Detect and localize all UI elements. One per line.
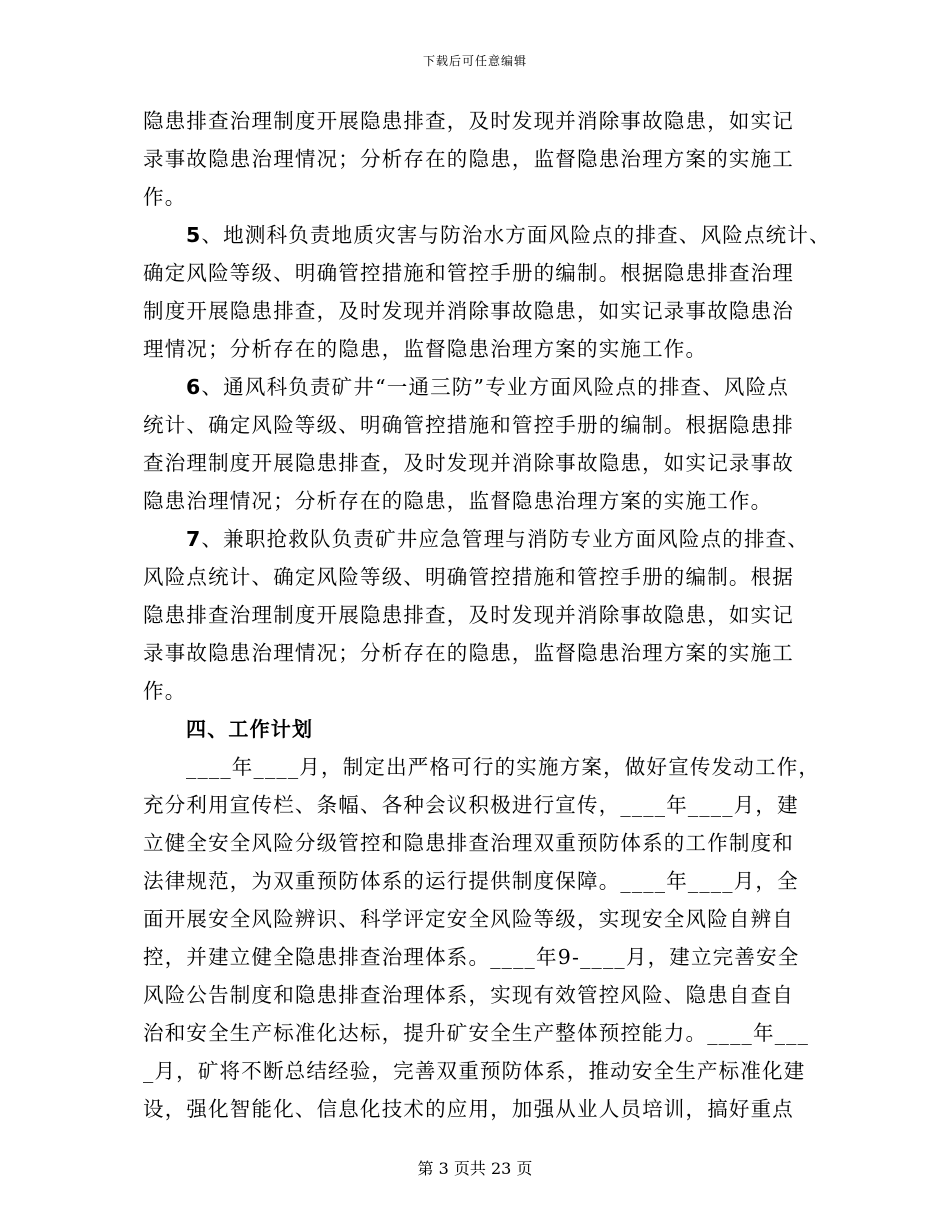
- section-heading: 四、工作计划: [186, 717, 314, 741]
- text-line: 设，强化智能化、信息化技术的应用，加强从业人员培训，搞好重点: [143, 1097, 794, 1121]
- list-item-5: [143, 216, 831, 254]
- text-line: 理情况；分析存在的隐患，监督隐患治理方案的实施工作。: [143, 337, 708, 361]
- page-footer: 第 3 页共 23 页: [417, 1159, 533, 1178]
- text-line: 录事故隐患治理情况；分析存在的隐患，监督隐患治理方案的实施工: [143, 147, 794, 171]
- text-line: 风险点统计、确定风险等级、明确管控措施和管控手册的编制。根据: [143, 565, 794, 589]
- text-line: 、通风科负责矿井“一通三防”专业方面风险点的排查、风险点: [201, 375, 790, 399]
- text-line: 、地测科负责地质灾害与防治水方面风险点的排查、风险点统计、: [201, 223, 831, 247]
- text-line: 确定风险等级、明确管控措施和管控手册的编制。根据隐患排查治理: [143, 261, 794, 285]
- text-line: 法律规范，为双重预防体系的运行提供制度保障。____年____月，全: [143, 869, 799, 893]
- text-line: ____年____月，制定出严格可行的实施方案，做好宣传发动工作，: [186, 755, 821, 779]
- text-line: 统计、确定风险等级、明确管控措施和管控手册的编制。根据隐患排: [143, 413, 794, 437]
- text-line: 治和安全生产标准化达标，提升矿安全生产整体预控能力。____年___: [143, 1021, 810, 1045]
- text-line: _月，矿将不断总结经验，完善双重预防体系，推动安全生产标准化建: [143, 1059, 806, 1083]
- text-line: 面开展安全风险辨识、科学评定安全风险等级，实现安全风险自辨自: [143, 907, 794, 931]
- text-line: 隐患排查治理制度开展隐患排查，及时发现并消除事故隐患，如实记: [143, 603, 794, 627]
- document-body: [143, 102, 831, 1166]
- text-line: 控，并建立健全隐患排查治理体系。____年9-____月，建立完善安全: [143, 945, 800, 969]
- text-line: 隐患治理情况；分析存在的隐患，监督隐患治理方案的实施工作。: [143, 489, 773, 513]
- text-line: 查治理制度开展隐患排查，及时发现并消除事故隐患，如实记录事故: [143, 451, 794, 475]
- text-line: 录事故隐患治理情况；分析存在的隐患，监督隐患治理方案的实施工: [143, 641, 794, 665]
- list-item-7: [143, 520, 810, 558]
- text-line: 、兼职抢救队负责矿井应急管理与消防专业方面风险点的排查、: [201, 527, 810, 551]
- text-line: 作。: [143, 679, 187, 703]
- item-number: 7: [186, 527, 202, 551]
- text-line: 充分利用宣传栏、条幅、各种会议积极进行宣传，____年____月，建: [143, 793, 799, 817]
- item-number: 5: [186, 223, 202, 247]
- item-number: 6: [186, 375, 202, 399]
- text-line: 隐患排查治理制度开展隐患排查，及时发现并消除事故隐患，如实记: [143, 109, 794, 133]
- text-line: 立健全安全风险分级管控和隐患排查治理双重预防体系的工作制度和: [143, 831, 794, 855]
- page-header: 下载后可任意编辑: [422, 54, 527, 68]
- text-line: 风险公告制度和隐患排查治理体系，实现有效管控风险、隐患自查自: [143, 983, 794, 1007]
- text-line: 制度开展隐患排查，及时发现并消除事故隐患，如实记录事故隐患治: [143, 299, 794, 323]
- text-line: 作。: [143, 185, 187, 209]
- list-item-6: [143, 368, 805, 406]
